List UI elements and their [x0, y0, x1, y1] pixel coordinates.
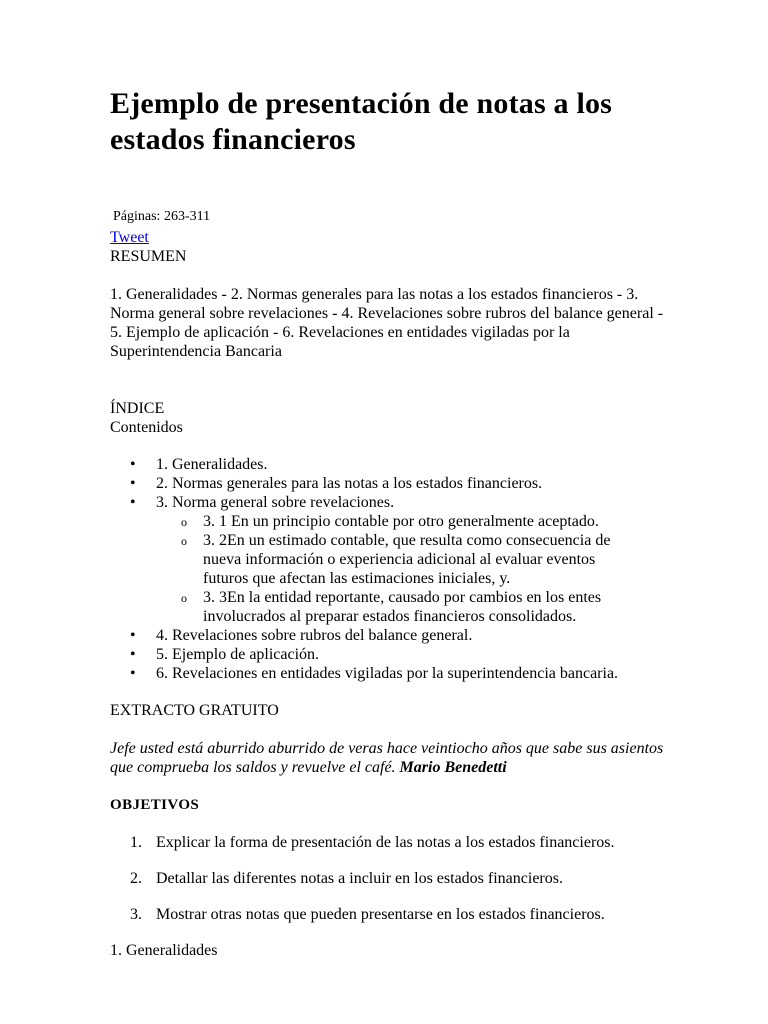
- toc-item-label: 5. Ejemplo de aplicación.: [156, 646, 320, 663]
- pages-label: [113, 208, 680, 226]
- objetivos-heading: OBJETIVOS: [110, 797, 200, 813]
- section-heading-generalidades: 1. Generalidades: [110, 942, 218, 959]
- toc-subitem-label: 3. 2En un estimado contable, que resulta como consecuencia de nueva información o experiencia adicional al evaluar eventos futuros que afectan las estimaciones iniciales, y.: [203, 532, 611, 587]
- toc-sublist: [156, 512, 676, 626]
- indice-heading: ÍNDICE: [110, 400, 165, 417]
- objetivo-number: 2.: [130, 870, 142, 887]
- toc-item-label: 6. Revelaciones en entidades vigiladas por la superintendencia bancaria.: [156, 665, 619, 682]
- objetivo-item: [110, 869, 680, 888]
- toc-item-label: 1. Generalidades.: [156, 456, 268, 473]
- quote-text: Jefe usted está aburrido aburrido de veras hace veintiocho años que sabe sus asientos que comprueba los saldos y revuelve el café.: [110, 740, 664, 776]
- toc-subitem[interactable]: [156, 531, 643, 588]
- resumen-text: 1. Generalidades - 2. Normas generales para las notas a los estados financieros - 3. Norma general sobre revelaciones - 4. Revelaciones sobre rubros del balance general - 5. Ejemplo de aplicación - 6. Revelaciones en entidades vigiladas por la Superintendencia Bancaria: [110, 286, 664, 360]
- toc-item[interactable]: [110, 455, 676, 474]
- objetivo-number: 3.: [130, 906, 142, 923]
- toc-subitem-label: 3. 3En la entidad reportante, causado por cambios en los entes involucrados al preparar estados financieros consolidados.: [203, 589, 602, 625]
- toc-subitem[interactable]: [156, 588, 643, 626]
- title-line-1: Ejemplo de presentación de notas a los: [110, 87, 613, 120]
- objetivo-item: [110, 833, 680, 852]
- resumen-heading: RESUMEN: [110, 248, 187, 265]
- objetivo-text: Explicar la forma de presentación de las notas a los estados financieros.: [156, 834, 615, 851]
- toc-subitem[interactable]: [156, 512, 643, 531]
- toc-item-label: 2. Normas generales para las notas a los estados financieros.: [156, 475, 543, 492]
- objetivo-number: 1.: [130, 834, 142, 851]
- objetivo-text: Mostrar otras notas que pueden presentarse en los estados financieros.: [156, 906, 605, 923]
- toc-item[interactable]: [110, 645, 676, 664]
- extracto-heading: EXTRACTO GRATUITO: [110, 702, 279, 719]
- pages-text: Páginas: 263-311: [113, 209, 211, 224]
- table-of-contents: [110, 455, 680, 683]
- tweet-link[interactable]: Tweet: [110, 229, 149, 246]
- quote-author: Mario Benedetti: [399, 759, 507, 776]
- toc-item-label: 3. Norma general sobre revelaciones.: [156, 494, 395, 511]
- page-title: [110, 86, 680, 158]
- contenidos-heading: Contenidos: [110, 419, 183, 436]
- toc-item[interactable]: [110, 493, 676, 626]
- title-line-2: estados financieros: [110, 123, 356, 156]
- toc-subitem-label: 3. 1 En un principio contable por otro generalmente aceptado.: [203, 513, 599, 530]
- toc-item-label: 4. Revelaciones sobre rubros del balance general.: [156, 627, 473, 644]
- objetivo-item: [110, 905, 680, 924]
- objetivo-text: Detallar las diferentes notas a incluir en los estados financieros.: [156, 870, 563, 887]
- document-content: [110, 86, 680, 960]
- toc-item[interactable]: [110, 626, 676, 645]
- toc-item[interactable]: [110, 474, 676, 493]
- epigraph-quote: [110, 739, 670, 777]
- objetivos-list: [110, 833, 680, 924]
- toc-item[interactable]: [110, 664, 676, 683]
